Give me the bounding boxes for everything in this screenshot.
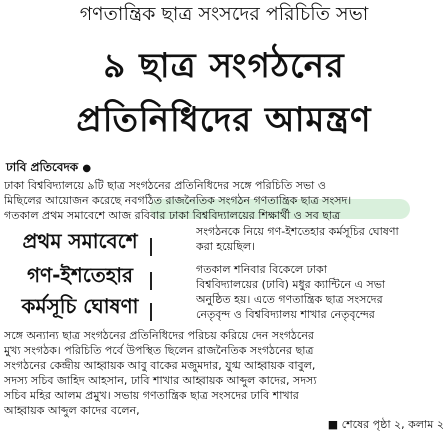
article-row: অনুষ্ঠিত হয়। এতে গণতান্ত্রিক ছাত্র সংসদের: [196, 293, 383, 306]
article-row: ঢাকা বিশ্ববিদ্যালয়ে ৯টি ছাত্র সংগঠনের প্রতিনিধিদের সঙ্গে পরিচিতি সভা ও: [4, 179, 326, 192]
article-row: মিছিলের আয়োজন করেছে নবগঠিত রাজনৈতিক সংগঠন গণতান্ত্রিক ছাত্র সংসদ।: [4, 194, 352, 207]
article-row: সচিব মহির আলম প্রমুখ। সভায় গণতান্ত্রিক ছাত্র সংসদের ঢাবি শাখার: [4, 389, 299, 402]
article-row: গতকাল প্রথম সমাবেশে আজ রবিবার ঢাকা বিশ্ববিদ্যালয়ের শিক্ষার্থী ও সব ছাত্র: [4, 209, 341, 222]
headline-line-1: ৯ ছাত্র সংগঠনের: [103, 46, 345, 86]
article-row: আহ্বায়ক আব্দুল কাদের বলেন,: [4, 404, 140, 417]
pull-quote-line-2: গণ-ইশতেহার: [26, 263, 134, 287]
bullet-icon: ●: [82, 163, 92, 174]
pull-quote-rule: [150, 303, 152, 321]
article-row: মুখ্য সংগঠক। পরিচিতি পর্বে উপস্থিত ছিলেন রাজনৈতিক সংগঠনের ছাত্র: [4, 344, 314, 357]
article-row: সদস্য সচিব জাহিদ আহসান, ঢাবি শাখার আহ্বায়ক আব্দুল কাদের, সদস্য: [4, 374, 317, 387]
article-row: করা হয়েছিল।: [196, 240, 256, 253]
article-row: সংগঠনের কেন্দ্রীয় আহ্বায়ক আবু বাকের মজুমদার, যুগ্ম আহ্বায়ক বাবুল,: [4, 359, 316, 372]
dateline: [6, 160, 91, 176]
article-row: নেতৃবৃন্দ ও বিশ্ববিদ্যালয় শাখার নেতৃবৃন্দের: [196, 308, 375, 321]
pull-quote-rule: [150, 272, 152, 290]
pull-quote-rule: [150, 238, 152, 256]
article-row: গতকাল শনিবার বিকেলে ঢাকা: [196, 263, 327, 276]
pull-quote-line-3: কর্মসূচি ঘোষণা: [21, 294, 139, 318]
article-row: সংগঠনকে নিয়ে গণ-ইশতেহার কর্মসূচির ঘোষণা: [196, 225, 399, 238]
pull-quote-line-1: প্রথম সমাবেশে: [22, 229, 138, 253]
continuation-note: ■ শেষের পৃষ্ঠা ২, কলাম ২: [327, 418, 444, 431]
article-row: বিশ্ববিদ্যালয়ের (ঢাবি) মধুর ক্যান্টিনে এ সভা: [196, 278, 386, 291]
dateline-text: ঢাবি প্রতিবেদক: [6, 160, 79, 174]
article-row: সঙ্গে অন্যান্য ছাত্র সংগঠনের প্রতিনিধিদের পরিচয় করিয়ে দেন সংগঠনের: [4, 329, 314, 342]
kicker-line: গণতান্ত্রিক ছাত্র সংসদের পরিচিতি সভা: [79, 3, 369, 25]
headline-line-2: প্রতিনিধিদের আমন্ত্রণ: [76, 100, 372, 140]
